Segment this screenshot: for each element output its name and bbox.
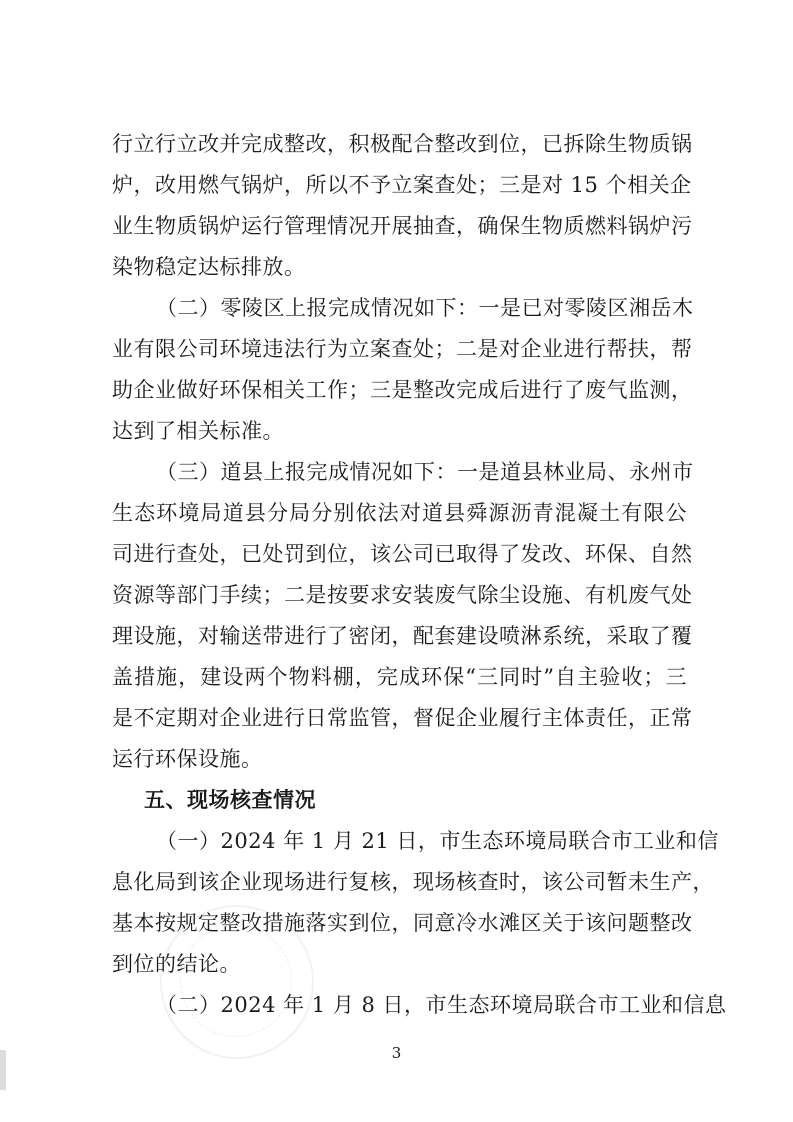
paragraph-line: 基本按规定整改措施落实到位，同意冷水滩区关于该问题整改 — [112, 911, 693, 935]
paragraph-line: 行立行立改并完成整改，积极配合整改到位，已拆除生物质锅 — [112, 132, 693, 156]
page-number: 3 — [391, 1044, 402, 1062]
paragraph-line: 生态环境局道县分局分别依法对道县舜源沥青混凝土有限公 — [112, 501, 687, 525]
paragraph-line: 运行环保设施。 — [112, 747, 263, 771]
paragraph-line: （一）2024 年 1 月 21 日，市生态环境局联合市工业和信 — [156, 829, 719, 853]
paragraph-line: 达到了相关标准。 — [112, 419, 284, 443]
paragraph-line: 炉，改用燃气锅炉，所以不予立案查处；三是对 15 个相关企 — [112, 173, 692, 197]
paragraph-line: （二）零陵区上报完成情况如下：一是已对零陵区湘岳木 — [156, 296, 694, 320]
paragraph-line: 业生物质锅炉运行管理情况开展抽查，确保生物质燃料锅炉污 — [112, 214, 693, 238]
paragraph-line: 息化局到该企业现场进行复核，现场核查时，该公司暂未生产， — [112, 870, 714, 894]
section-heading: 五、现场核查情况 — [144, 788, 316, 812]
paragraph-line: 盖措施，建设两个物料棚，完成环保“三同时”自主验收；三 — [112, 665, 687, 689]
paragraph-line: （二）2024 年 1 月 8 日，市生态环境局联合市工业和信息 — [156, 993, 727, 1017]
paragraph-line: （三）道县上报完成情况如下：一是道县林业局、永州市 — [156, 460, 694, 484]
paragraph-line: 是不定期对企业进行日常监管，督促企业履行主体责任，正常 — [112, 706, 693, 730]
paragraph-line: 助企业做好环保相关工作；三是整改完成后进行了废气监测， — [112, 378, 693, 402]
paragraph-line: 到位的结论。 — [112, 952, 241, 976]
paragraph-line: 资源等部门手续；二是按要求安装废气除尘设施、有机废气处 — [112, 583, 693, 607]
paragraph-line: 司进行查处，已处罚到位，该公司已取得了发改、环保、自然 — [112, 542, 693, 566]
paragraph-line: 理设施，对输送带进行了密闭，配套建设喷淋系统，采取了覆 — [112, 624, 693, 648]
paragraph-line: 业有限公司环境违法行为立案查处；二是对企业进行帮扶，帮 — [112, 337, 693, 361]
paragraph-line: 染物稳定达标排放。 — [112, 255, 306, 279]
